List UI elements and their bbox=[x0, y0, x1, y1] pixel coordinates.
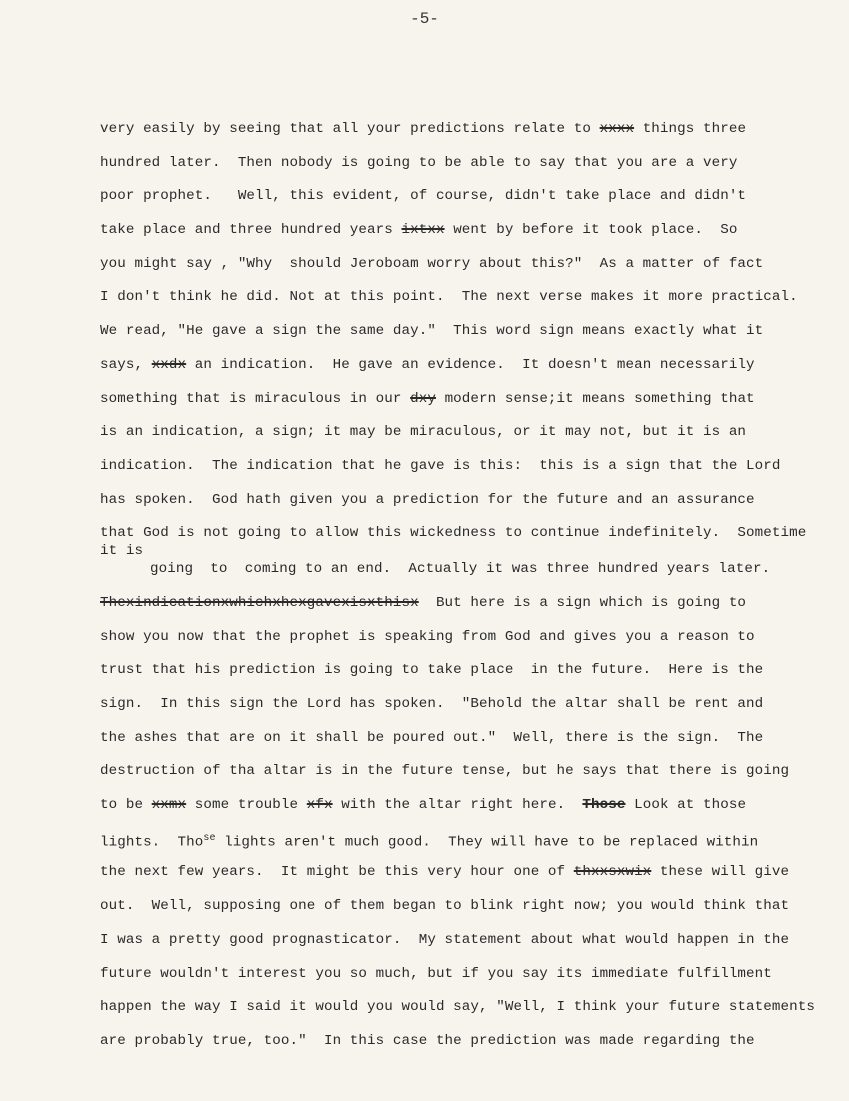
text-line: is an indication, a sign; it may be miraculous, or it may not, but it is an bbox=[100, 424, 747, 441]
text-line: show you now that the prophet is speaking from God and gives you a reason to bbox=[100, 628, 755, 645]
text-line: the ashes that are on it shall be poured out." Well, there is the sign. The bbox=[100, 729, 764, 746]
text-line: poor prophet. Well, this evident, of course, didn't take place and didn't bbox=[100, 188, 747, 205]
text-line: has spoken. God hath given you a prediction for the future and an assurance bbox=[100, 491, 755, 508]
text-line: something that is miraculous in our dxy modern sense;it means something that bbox=[100, 390, 755, 407]
struck-text: xxdx bbox=[151, 356, 187, 373]
text-line: We read, "He gave a sign the same day." This word sign means exactly what it bbox=[100, 323, 764, 340]
struck-text: xxmx bbox=[151, 797, 187, 814]
struck-text: ixtxx bbox=[401, 222, 445, 239]
struck-text: Thexindicationxwhichxhexgavexisxthisx bbox=[100, 594, 419, 611]
text-line: are probably true, too." In this case the prediction was made regarding the bbox=[100, 1032, 755, 1049]
struck-text: xxxx bbox=[599, 121, 635, 137]
text-line: going to coming to an end. Actually it was three hundred years later. bbox=[150, 561, 771, 578]
text-line: out. Well, supposing one of them began to blink right now; you would think that bbox=[100, 898, 790, 915]
text-line: very easily by seeing that all your predictions relate to xxxx things three bbox=[100, 121, 747, 137]
text-line: future wouldn't interest you so much, but if you say its immediate fulfillment bbox=[100, 965, 772, 982]
text-line: I don't think he did. Not at this point. The next verse makes it more practical. bbox=[100, 289, 798, 306]
text-line: destruction of tha altar is in the future tense, but he says that there is going bbox=[100, 763, 790, 780]
text-line: I was a pretty good prognasticator. My statement about what would happen in the bbox=[100, 931, 790, 948]
text-line: it is bbox=[100, 543, 144, 560]
text-line: happen the way I said it would you would say, "Well, I think your future statements bbox=[100, 999, 815, 1016]
text-line: you might say , "Why should Jeroboam worry about this?" As a matter of fact bbox=[100, 255, 764, 272]
struck-text: xfx bbox=[306, 797, 333, 814]
struck-text: dxy bbox=[410, 390, 436, 407]
text-line: says, xxdx an indication. He gave an evidence. It doesn't mean necessarily bbox=[100, 356, 755, 373]
text-line: Thexindicationxwhichxhexgavexisxthisx But here is a sign which is going to bbox=[100, 594, 747, 611]
text-line: to be xxmx some trouble xfx with the altar right here. Those Look at those bbox=[100, 797, 747, 814]
text-line: that God is not going to allow this wickedness to continue indefinitely. Sometime bbox=[100, 525, 807, 542]
text-line: trust that his prediction is going to take place in the future. Here is the bbox=[100, 662, 764, 679]
text-line: indication. The indication that he gave is this: this is a sign that the Lord bbox=[100, 457, 781, 474]
text-line: sign. In this sign the Lord has spoken. "Behold the altar shall be rent and bbox=[100, 696, 764, 712]
struck-text: thxxsxwix bbox=[573, 864, 652, 881]
superscript-text: se bbox=[203, 832, 216, 844]
typed-text-body bbox=[100, 118, 820, 1064]
page-number: -5- bbox=[410, 10, 439, 28]
text-line: take place and three hundred years ixtxx went by before it took place. So bbox=[100, 222, 738, 239]
text-line: lights. Tho$^{se}$ lights aren't much good. They will have to be replaced within bbox=[100, 832, 759, 851]
text-line: the next few years. It might be this very hour one of thxxsxwix these will give bbox=[100, 864, 790, 881]
struck-text: Those bbox=[582, 797, 626, 814]
text-line: hundred later. Then nobody is going to be able to say that you are a very bbox=[100, 154, 738, 171]
